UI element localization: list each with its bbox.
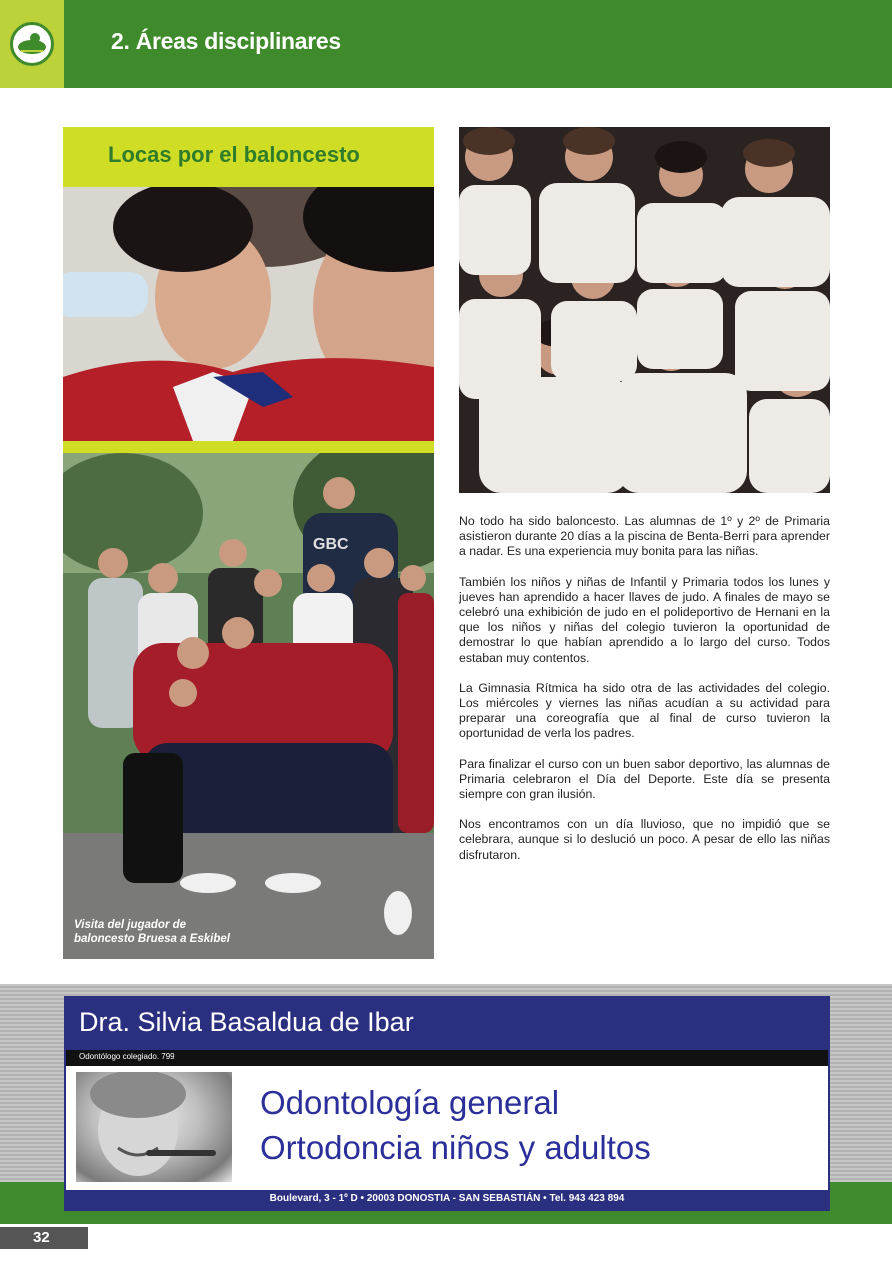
paragraph-5: Nos encontramos con un día lluvioso, que no impidió que se celebrara, aunque si lo deslució un poco. A pesar de ello las niñas disfrutaron.: [459, 817, 830, 862]
page-number: 32: [33, 1229, 50, 1246]
school-logo-icon: [10, 22, 54, 66]
paragraph-4: Para finalizar el curso con un buen sabor deportivo, las alumnas de Primaria celebraron el Día del Deporte. Este día se presenta siempre con gran ilusión.: [459, 756, 830, 802]
ad-child-photo: [76, 1072, 232, 1182]
section-title: 2. Áreas disciplinares: [111, 28, 341, 54]
paragraph-1: No todo ha sido baloncesto. Las alumnas de 1º y 2º de Primaria asistieron durante 20 días a la piscina de Benta-Berri para aprender a nadar. Es una experiencia muy bonita para las niñas.: [459, 514, 830, 559]
ad-service-1: Odontología general: [260, 1084, 560, 1121]
caption-line-1: Visita del jugador de: [74, 919, 187, 931]
paragraph-2: También los niños y niñas de Infantil y Primaria todos los lunes y jueves han aprendido a hacer llaves de judo. A finales de mayo se celebró una exhibición de judo en el polideportivo de Hernani en la que los niños y niñas del colegio tuvieron la oportunidad de demostrar lo que habían aprendido a lo largo del curso. Todos estaban muy contentos.: [459, 574, 830, 665]
photo-caption: [74, 918, 274, 946]
dentist-ad: [64, 996, 830, 1211]
photo-girls-drinking: [63, 187, 434, 441]
ad-service-2: Ortodoncia niños y adultos: [260, 1129, 651, 1166]
photo-group-basketball: [63, 453, 434, 959]
ad-subtitle-bar: [66, 1050, 828, 1066]
shirt-text: GBC: [313, 536, 349, 553]
photo-separator: [63, 441, 434, 453]
article-title: Locas por el baloncesto: [108, 142, 360, 167]
ad-subtitle: Odontólogo colegiado. 799: [79, 1052, 175, 1061]
paragraph-3: La Gimnasia Rítmica ha sido otra de las actividades del colegio. Los miércoles y viernes las niñas acudían a su actividad para preparar una coreografía que al final de curso tuvieron la oportunidad de verla los padres.: [459, 680, 830, 741]
ad-doctor-name: Dra. Silvia Basaldua de Ibar: [79, 1007, 414, 1037]
caption-line-2: baloncesto Bruesa a Eskibel: [74, 933, 230, 945]
ad-address: Boulevard, 3 - 1º D • 20003 DONOSTIA - SAN SEBASTIÁN • Tel. 943 423 894: [269, 1193, 625, 1204]
article-body: [459, 514, 830, 878]
photo-judo-girls: [459, 127, 830, 493]
